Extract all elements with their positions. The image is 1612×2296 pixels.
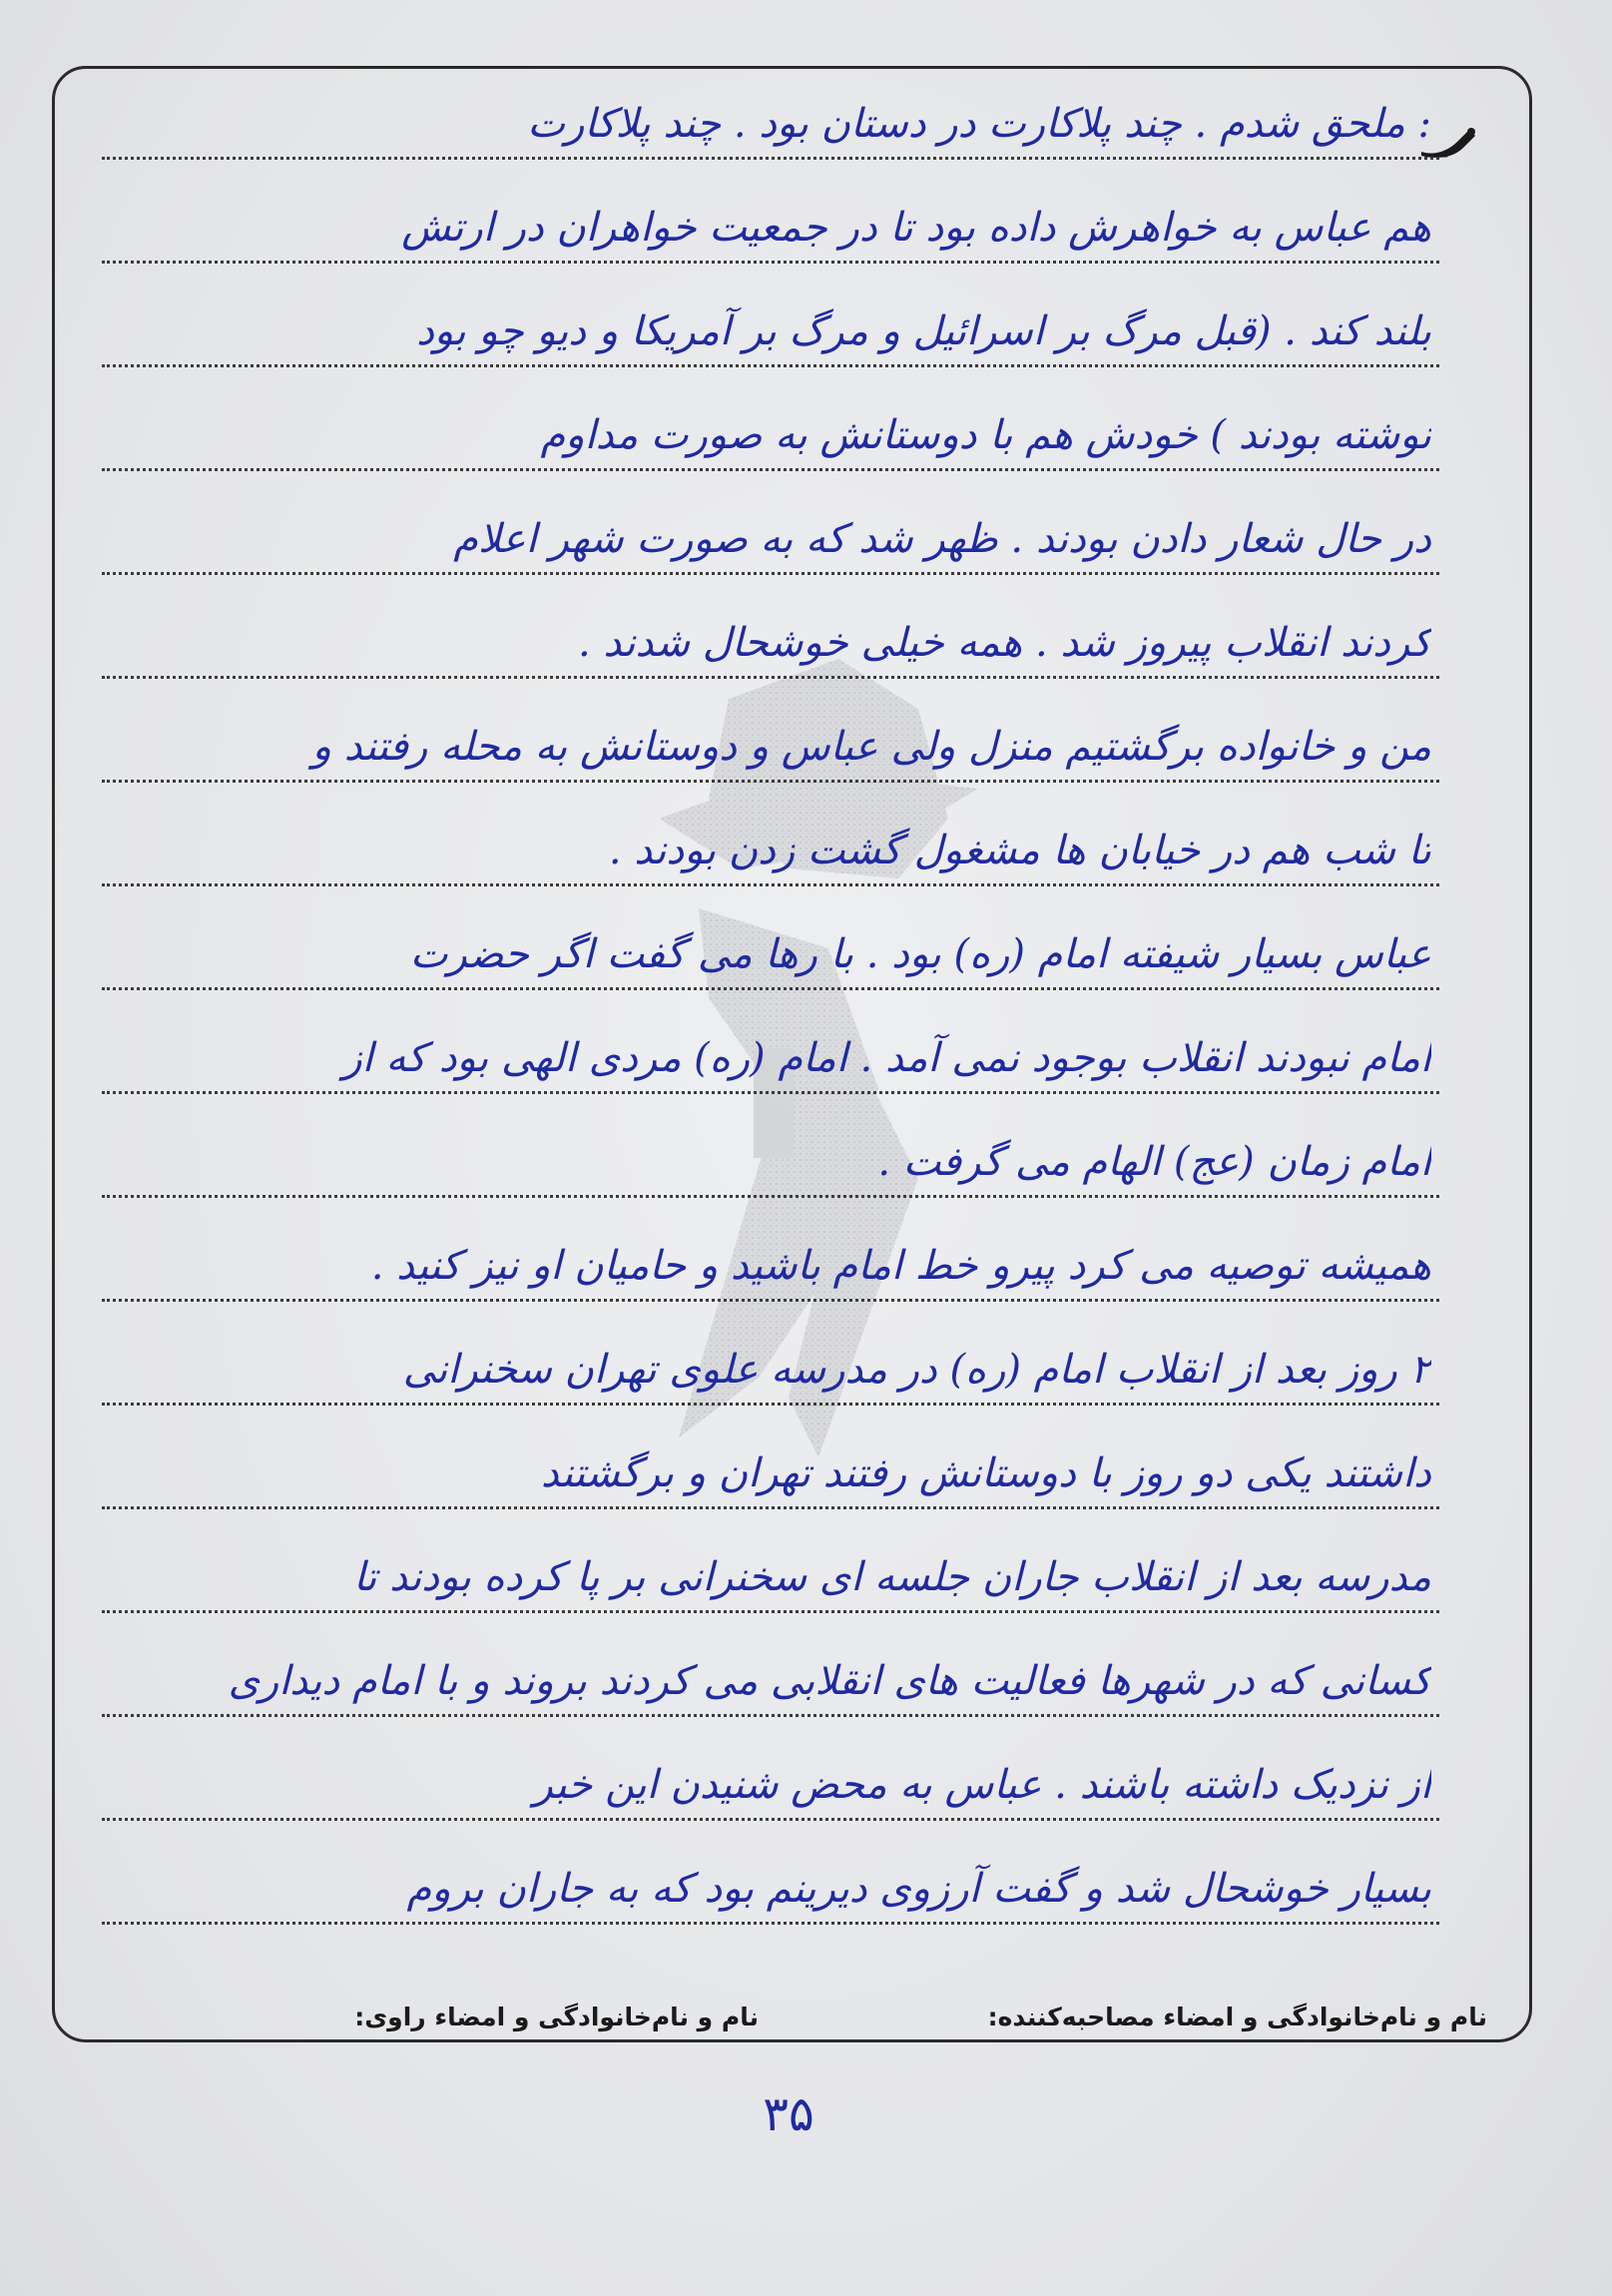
handwritten-line (102, 1613, 1439, 1717)
handwritten-line (102, 1302, 1439, 1406)
handwritten-line (102, 886, 1439, 990)
handwritten-text: از نزدیک داشته باشند . عباس به محض شنیدن این خبر (533, 1762, 1431, 1808)
handwritten-line (102, 990, 1439, 1094)
handwritten-line (102, 264, 1439, 367)
handwritten-line (102, 367, 1439, 471)
handwritten-text: داشتند یکی دو روز با دوستانش رفتند تهران و برگشتند (540, 1450, 1431, 1496)
handwritten-text: : ملحق شدم . چند پلاکارت در دستان بود . چند پلاکارت (527, 101, 1431, 147)
handwritten-line (102, 1509, 1439, 1613)
handwritten-text: عباس بسیار شیفته امام (ره) بود . با رها می گفت اگر حضرت (409, 931, 1431, 977)
handwritten-text: ۲ روز بعد از انقلاب امام (ره) در مدرسه علوی تهران سخنرانی (402, 1347, 1431, 1393)
handwritten-text: کسانی که در شهرها فعالیت های انقلابی می کردند بروند و با امام دیداری (228, 1658, 1431, 1704)
handwritten-line (102, 1406, 1439, 1509)
handwritten-text: بلند کند . (قبل مرگ بر اسرائیل و مرگ بر آمریکا و دیو چو بود (416, 308, 1431, 354)
handwritten-text: تا شب هم در خیابان ها مشغول گشت زدن بودند . (608, 828, 1431, 873)
dotted-rule (102, 1922, 1439, 1925)
handwritten-text: امام زمان (عج) الهام می گرفت . (877, 1139, 1431, 1185)
handwritten-text: نوشته بودند ) خودش هم با دوستانش به صورت مداوم (540, 412, 1431, 458)
narrator-signature-label: نام و نام‌خانوادگی و امضاء راوی: (354, 2003, 759, 2031)
handwritten-line (102, 1821, 1439, 1925)
handwritten-line (102, 160, 1439, 264)
handwritten-text: امام نبودند انقلاب بوجود نمی آمد . امام (ره) مردی الهی بود که از (342, 1035, 1431, 1081)
handwritten-line (102, 1717, 1439, 1821)
handwritten-text: همیشه توصیه می کرد پیرو خط امام باشید و حامیان او نیز کنید . (370, 1243, 1431, 1289)
handwritten-line (102, 471, 1439, 575)
page-number: ۳۵ (763, 2086, 814, 2142)
handwritten-text: مدرسه بعد از انقلاب جاران جلسه ای سخنرانی بر پا کرده بودند تا (353, 1554, 1431, 1600)
signature-footer (100, 2003, 1487, 2042)
handwritten-text: من و خانواده برگشتیم منزل ولی عباس و دوستانش به محله رفتند و (311, 724, 1431, 770)
handwritten-line (102, 783, 1439, 886)
handwritten-text: هم عباس به خواهرش داده بود تا در جمعیت خواهران در ارتش (401, 205, 1431, 251)
handwritten-line (102, 1094, 1439, 1198)
interviewer-signature-label: نام و نام‌خانوادگی و امضاء مصاحبه‌کننده: (987, 2003, 1487, 2031)
handwritten-text: بسیار خوشحال شد و گفت آرزوی دیرینم بود که به جاران بروم (406, 1866, 1431, 1912)
handwritten-line (102, 679, 1439, 783)
handwritten-line (102, 575, 1439, 679)
handwritten-line (102, 56, 1439, 160)
handwritten-line (102, 1198, 1439, 1302)
handwritten-text: کردند انقلاب پیروز شد . همه خیلی خوشحال شدند . (578, 620, 1431, 666)
handwritten-text: در حال شعار دادن بودند . ظهر شد که به صورت شهر اعلام (453, 516, 1431, 562)
